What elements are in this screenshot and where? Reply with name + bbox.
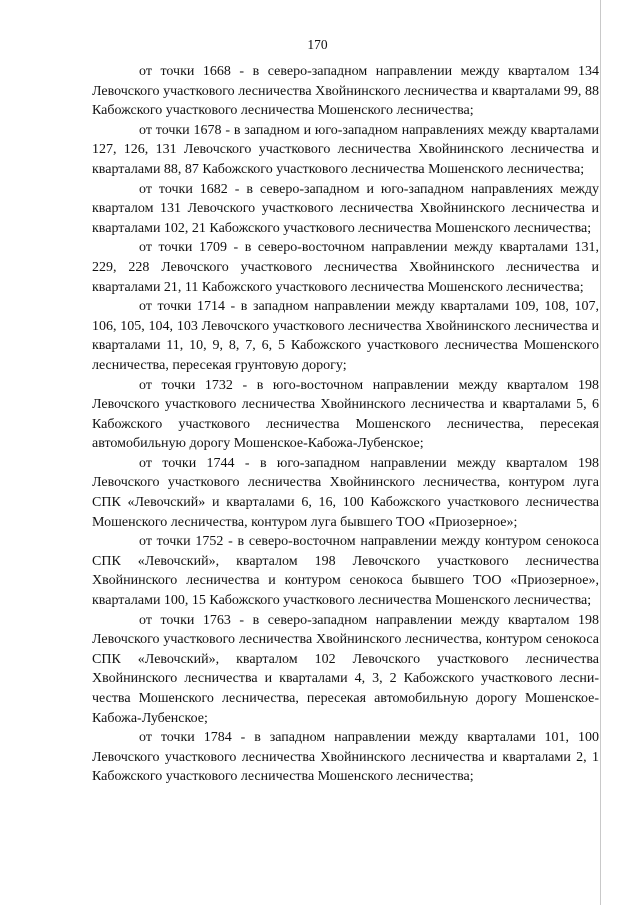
paragraph-point-1752: от точки 1752 - в северо-восточном направлении между контуром сенокоса СПК «Левочский», кварталом 198 Левочского участкового лесничества Хвойнинского лесничества и контуром сенокоса бывшего ТОО «Приозерное», кварталами 100, 15 Кабожского участкового лесничества Мошенского лесничества; [92,534,599,609]
paragraph-point-1668: от точки 1668 - в северо-западном направлении между кварталом 134 Левочского участкового лесничества Хвойнинского лесничества и кварталами 99, 88 Кабожского участкового лесничества Мошенского лесничества; [92,64,599,119]
paragraph-point-1682: от точки 1682 - в северо-западном и юго-западном направлениях между кварталом 131 Левочского участкового лесничества Хвойнинского лесничества и кварталами 102, 21 Кабожского участкового лесничества Мошенского лесничества; [92,181,599,236]
page-edge-line [600,0,601,905]
paragraph-point-1732: от точки 1732 - в юго-восточном направлении между кварталом 198 Левочского участкового лесничества Хвойнинского лесничества и кварталами 5, 6 Кабожского участкового лесничества Мошенского лесничества, пересекая автомобильную дорогу Мошенское-Кабожа-Лубенское; [92,377,599,452]
document-body [92,62,599,787]
paragraph-point-1678: от точки 1678 - в западном и юго-западном направлениях между кварталами 127, 126, 131 Левочского участкового лесничества Хвойнинского лесничества и кварталами 88, 87 Кабожского участкового лесничества Мошенского лесничества; [92,122,599,177]
paragraph-point-1709: от точки 1709 - в северо-восточном направлении между кварталами 131, 229, 228 Левочского участкового лесничества Хвойнинского лесничества и кварталами 21, 11 Кабожского участкового лесничества Мошенского лесничества; [92,240,599,295]
paragraph-point-1744: от точки 1744 - в юго-западном направлении между кварталом 198 Левочского участкового лесничества Хвойнинского лесничества, контуром луга СПК «Левочский» и кварталами 6, 16, 100 Кабожского участкового лесничества Мошенского лесничества, контуром луга бывшего ТОО «Приозерное»; [92,455,599,530]
page-number: 170 [307,37,328,52]
paragraph-point-1714: от точки 1714 - в западном направлении между кварталами 109, 108, 107, 106, 105, 104, 103 Левочского участкового лесничества Хвойнинского лесничества и кварталами 11, 10, 9, 8, 7, 6, 5 Кабожского участкового лесничества Мошенского лесничества, пересекая грунтовую дорогу; [92,299,599,373]
paragraph-point-1784: от точки 1784 - в западном направлении между кварталами 101, 100 Левочского участкового лесничества Хвойнинского лесничества и кварталами 2, 1 Кабожского участкового лесничества Мошенского лесничества; [92,730,599,785]
paragraph-point-1763: от точки 1763 - в северо-западном направлении между кварталом 198 Левочского участкового лесничества Хвойнинского лесничества, контуром сенокоса СПК «Левочский», кварталом 102 Левочского участкового лесничества Хвойнинского лесничества и кварталами 4, 3, 2 Кабожского участкового лесничества Мошенского лесничества, пересекая автомобильную дорогу Мошенское-Кабожа-Лубенское; [92,612,599,726]
